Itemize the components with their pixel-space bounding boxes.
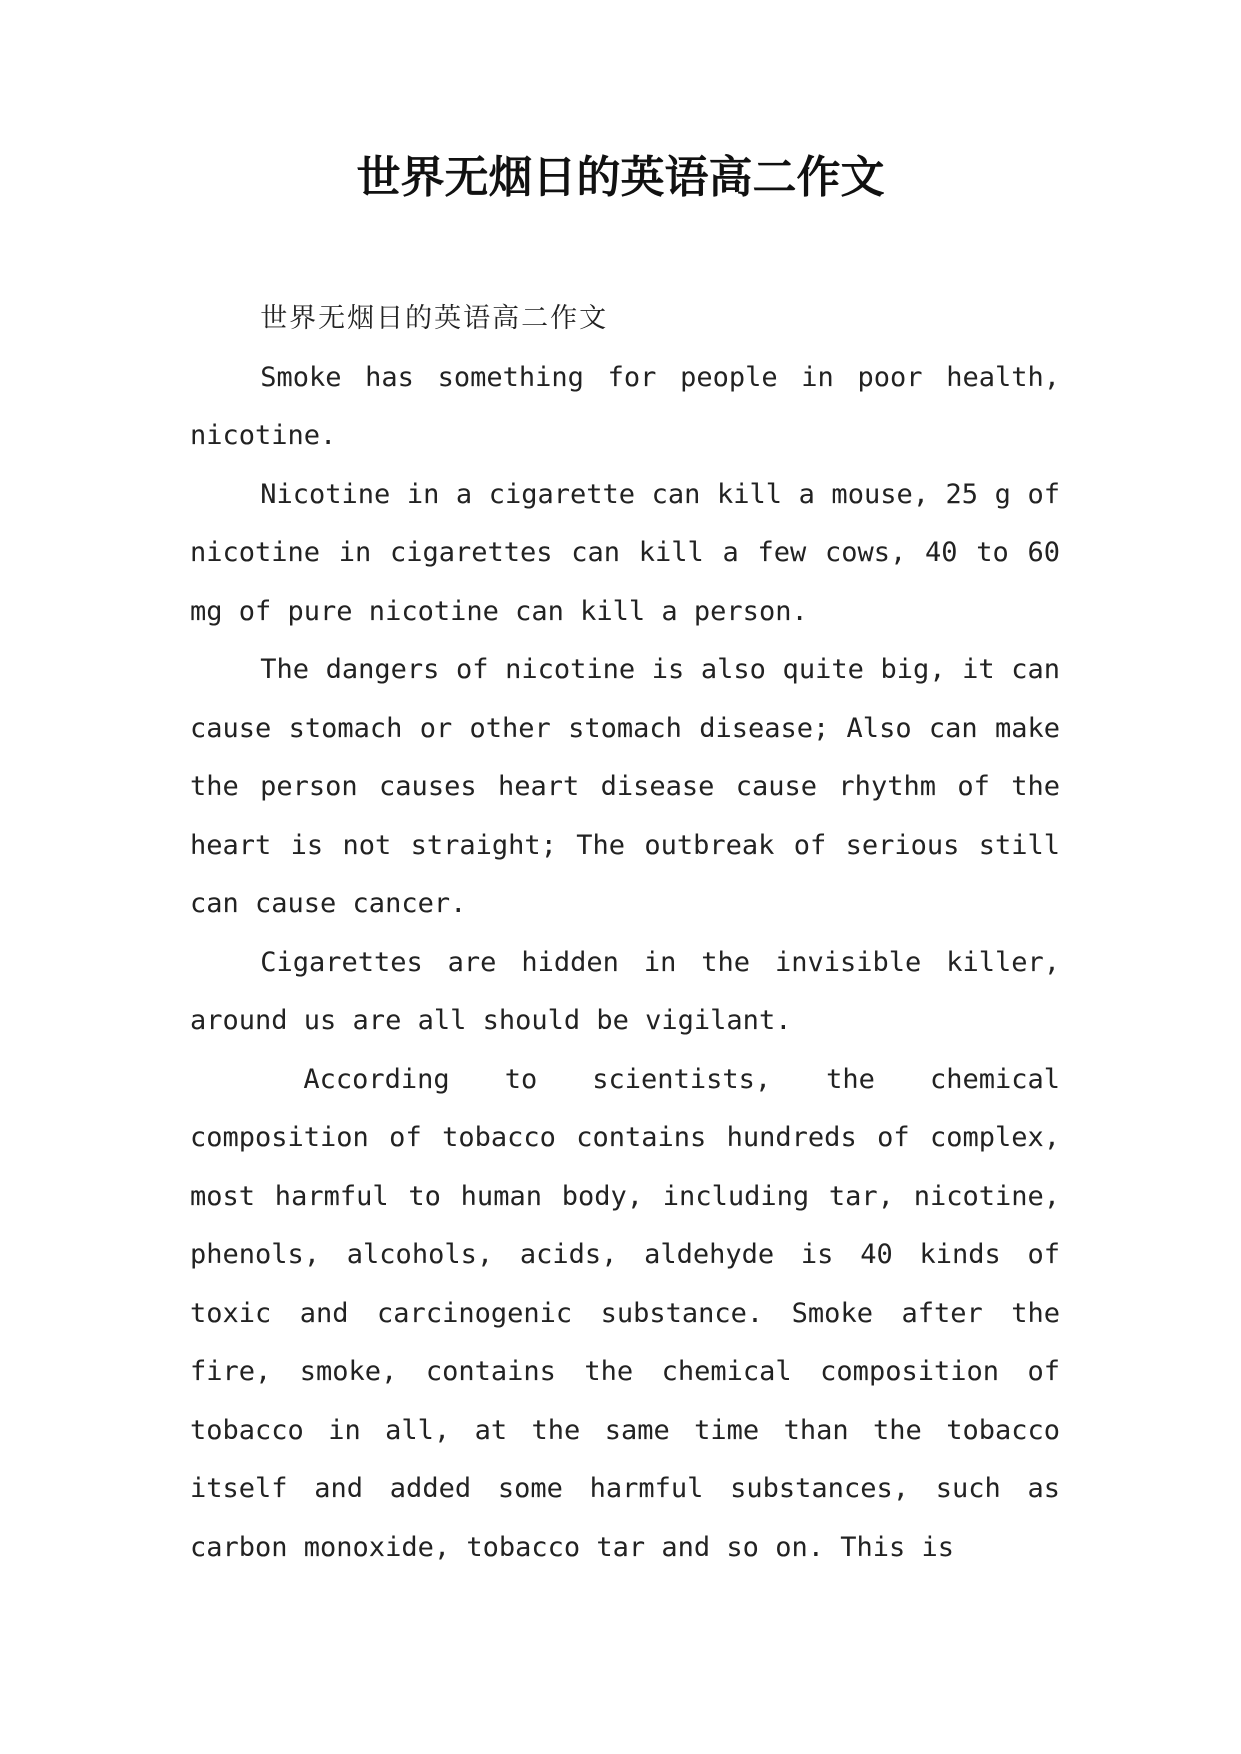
paragraph-nicotine-lethality: Nicotine in a cigarette can kill a mouse, 25 g of nicotine in cigarettes can kill a few cows, 40 to 60 mg of pure nicotine can kill a person. [190,478,1060,627]
document-title: 世界无烟日的英语高二作文 [356,152,885,203]
paragraph-smoke-nicotine: Smoke has something for people in poor health, nicotine. [190,361,1060,451]
paragraph-invisible-killer: Cigarettes are hidden in the invisible killer, around us are all should be vigilant. [190,946,1060,1036]
paragraph-chemical-composition: According to scientists, the chemical composition of tobacco contains hundreds of complex, most harmful to human body, including tar, nicotine, phenols, alcohols, acids, aldehyde is 40 kinds of toxic and carcinogenic substance. Smoke after the fire, smoke, contains the chemical composition of tobacco in all, at the same time than the tobacco itself and added some harmful substances, such as carbon monoxide, tobacco tar and so on. This is [190,1063,1060,1563]
paragraph-nicotine-dangers: The dangers of nicotine is also quite big, it can cause stomach or other stomach disease; Also can make the person causes heart disease cause rhythm of the heart is not straight; The outbreak of serious still can cause cancer. [190,654,1060,919]
document-body [190,290,1060,1577]
document-subtitle: 世界无烟日的英语高二作文 [260,303,609,334]
